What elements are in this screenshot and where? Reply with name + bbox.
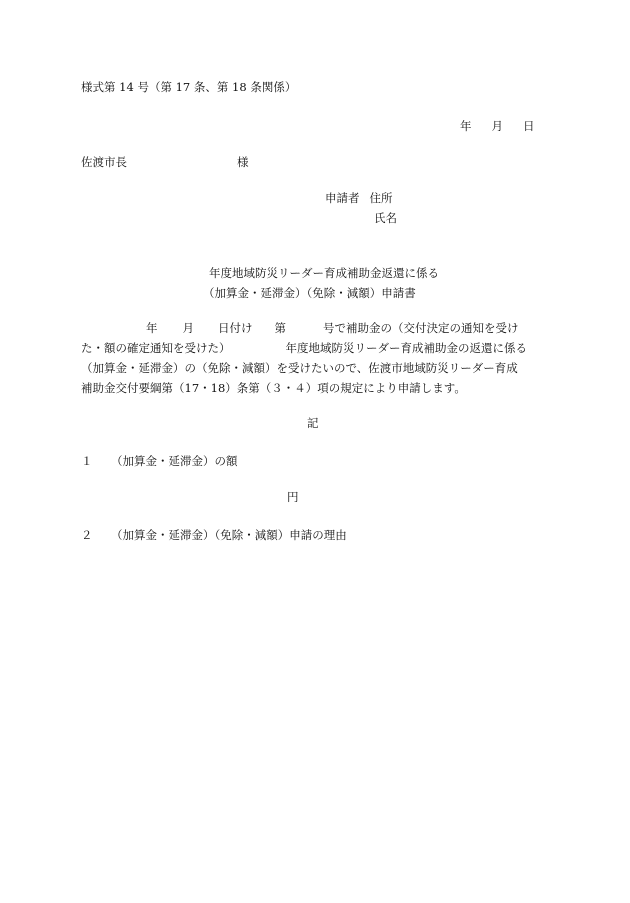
body-line-2 — [81, 343, 527, 355]
item-2 — [81, 530, 347, 542]
date-year-label: 年 — [460, 119, 472, 133]
body-line-2-start: た・額の確定通知を受けた） — [81, 341, 231, 355]
body-line-1-rest: 号で補助金の（交付決定の通知を受け — [323, 321, 519, 335]
item-1-amount-unit: 円 — [287, 490, 299, 504]
item-1 — [81, 456, 238, 468]
name-label: 氏名 — [374, 211, 397, 225]
date-line — [460, 121, 535, 133]
body-number-prefix: 第 — [274, 321, 286, 335]
body-line-1 — [81, 323, 519, 335]
applicant-address-row — [325, 193, 393, 205]
addressee — [81, 157, 249, 169]
item-1-number: １ — [81, 454, 93, 468]
applicant-name-row — [374, 213, 397, 225]
honorific: 様 — [237, 155, 249, 169]
body-line-3: （加算金・延滞金）の（免除・減額）を受けたいので、佐渡市地域防災リーダー育成 — [81, 361, 518, 375]
applicant-label: 申請者 — [325, 191, 360, 205]
date-month-label: 月 — [491, 119, 503, 133]
body-dated-label: 日付け — [218, 321, 253, 335]
address-label: 住所 — [369, 191, 393, 205]
body-line-4: 補助金交付要綱第（17・18）条第（３・４）項の規定により申請します。 — [81, 381, 466, 395]
date-day-label: 日 — [523, 119, 535, 133]
form-number: 様式第 14 号（第 17 条、第 18 条関係） — [81, 80, 297, 94]
item-1-label: （加算金・延滞金）の額 — [111, 454, 238, 468]
body-year-label: 年 — [146, 321, 158, 335]
body-line-2-rest: 年度地域防災リーダー育成補助金の返還に係る — [285, 341, 527, 355]
document-title-line-2: （加算金・延滞金）（免除・減額）申請書 — [203, 286, 416, 300]
item-2-number: ２ — [81, 528, 93, 542]
recipient: 佐渡市長 — [81, 155, 127, 169]
body-month-label: 月 — [182, 321, 194, 335]
document-title-line-1: 年度地域防災リーダー育成補助金返還に係る — [209, 266, 439, 280]
item-2-label: （加算金・延滞金）（免除・減額）申請の理由 — [111, 528, 347, 542]
ki-heading: 記 — [307, 416, 319, 430]
